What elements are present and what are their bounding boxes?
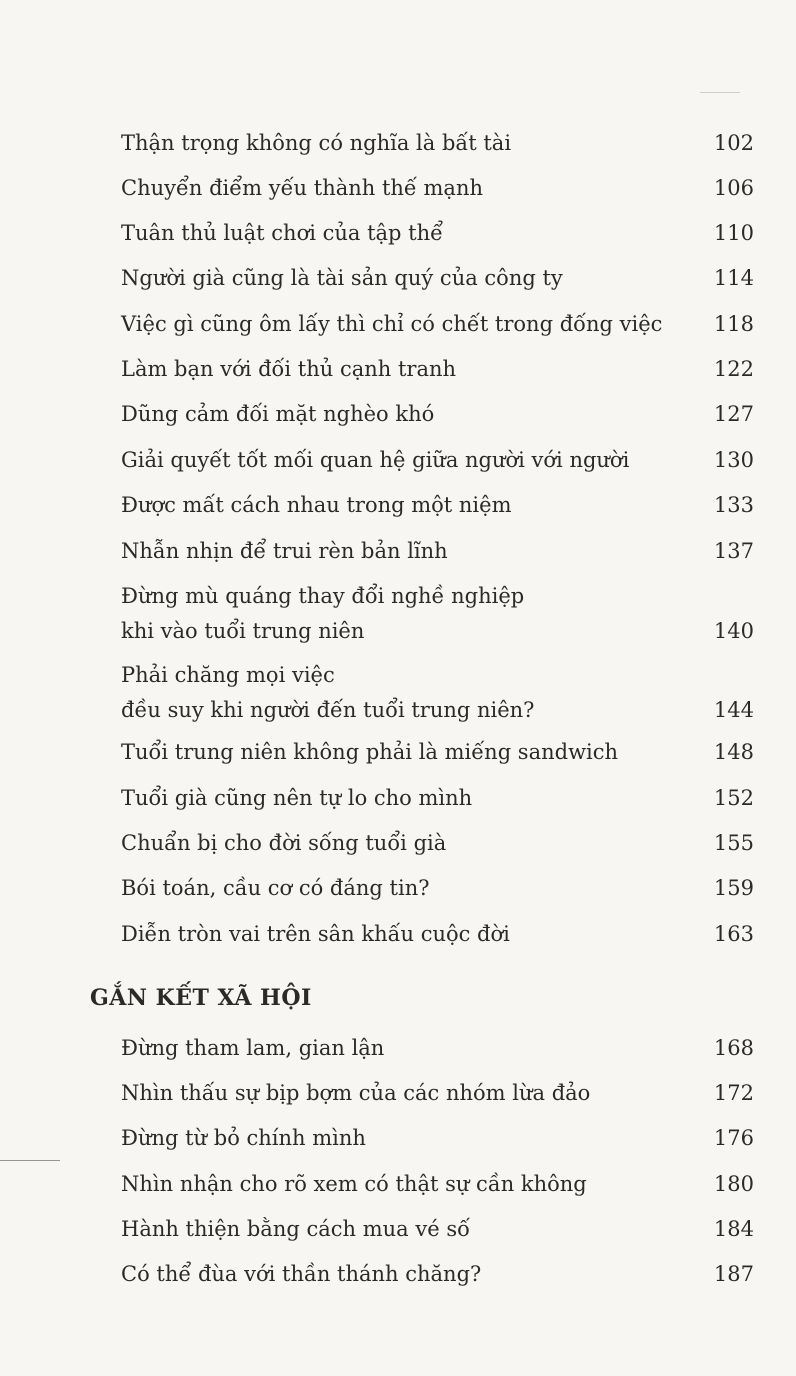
toc-entry[interactable] (121, 265, 754, 291)
toc-entry-title: Nhìn nhận cho rõ xem có thật sự cần không (121, 1172, 587, 1196)
toc-entry-title-line2: đều suy khi người đến tuổi trung niên? (121, 698, 535, 722)
toc-entry[interactable] (121, 356, 754, 382)
toc-entry[interactable] (121, 1125, 754, 1151)
toc-entry-title: Người già cũng là tài sản quý của công ty (121, 266, 563, 290)
toc-entry[interactable] (121, 401, 754, 427)
toc-entry-page: 187 (713, 1262, 754, 1286)
toc-entry-page: 163 (713, 922, 754, 946)
toc-entry-title: Tuân thủ luật chơi của tập thể (121, 221, 444, 245)
toc-entry-title: Dũng cảm đối mặt nghèo khó (121, 402, 435, 426)
toc-entry[interactable] (121, 785, 754, 811)
toc-entry[interactable] (121, 1261, 754, 1287)
toc-entry-title: Có thể đùa với thần thánh chăng? (121, 1262, 482, 1286)
toc-entry-title: Nhìn thấu sự bịp bợm của các nhóm lừa đảo (121, 1081, 591, 1105)
toc-entry-page: 127 (713, 402, 754, 426)
toc-entry[interactable] (121, 739, 754, 765)
toc-entry[interactable] (121, 311, 754, 337)
toc-entry-page: 152 (713, 786, 754, 810)
toc-entry-page: 148 (713, 740, 754, 764)
toc-entry-page: 102 (713, 131, 754, 155)
toc-entry-page: 122 (713, 357, 754, 381)
toc-entry-title: Chuyển điểm yếu thành thế mạnh (121, 176, 484, 200)
toc-entry-page: 144 (713, 698, 754, 722)
toc-entry-title: Hành thiện bằng cách mua vé số (121, 1217, 470, 1241)
toc-entry[interactable] (121, 130, 754, 156)
section-heading: GẮN KẾT XÃ HỘI (90, 985, 312, 1011)
toc-entry-title: Làm bạn với đối thủ cạnh tranh (121, 357, 457, 381)
toc-entry-page: 106 (713, 176, 754, 200)
toc-entry[interactable] (121, 220, 754, 246)
toc-entry[interactable] (121, 921, 754, 947)
toc-entry-title: Nhẫn nhịn để trui rèn bản lĩnh (121, 539, 448, 563)
toc-entry-title: Tuổi già cũng nên tự lo cho mình (121, 786, 473, 810)
toc-entry-page: 159 (713, 876, 754, 900)
toc-entry-page: 118 (713, 312, 754, 336)
toc-entry-page: 168 (713, 1036, 754, 1060)
toc-entry-title: Việc gì cũng ôm lấy thì chỉ có chết trong đống việc (121, 312, 663, 336)
toc-entry-title: Diễn tròn vai trên sân khấu cuộc đời (121, 922, 510, 946)
toc-entry-title: Tuổi trung niên không phải là miếng sandwich (121, 740, 619, 764)
toc-entry[interactable] (121, 1080, 754, 1106)
page-edge-mark-top (700, 92, 740, 93)
toc-entry[interactable] (121, 1171, 754, 1197)
toc-entry-title: Thận trọng không có nghĩa là bất tài (121, 131, 512, 155)
toc-entry-page: 176 (713, 1126, 754, 1150)
toc-entry[interactable] (121, 875, 754, 901)
toc-entry[interactable] (121, 492, 754, 518)
toc-entry-page: 172 (713, 1081, 754, 1105)
toc-entry[interactable] (121, 1035, 754, 1061)
toc-entry-title-line1: Phải chăng mọi việc (121, 663, 335, 687)
toc-entry[interactable] (121, 447, 754, 473)
toc-entry-title: Giải quyết tốt mối quan hệ giữa người với người (121, 448, 630, 472)
toc-entry[interactable] (121, 830, 754, 856)
toc-entry-page: 155 (713, 831, 754, 855)
toc-entry-title: Chuẩn bị cho đời sống tuổi già (121, 831, 447, 855)
toc-entry[interactable] (121, 175, 754, 201)
toc-entry-multiline[interactable] (121, 583, 754, 644)
toc-entry-page: 114 (713, 266, 754, 290)
toc-entry-page: 133 (713, 493, 754, 517)
toc-entry-title: Đừng tham lam, gian lận (121, 1036, 385, 1060)
toc-entry-page: 140 (713, 619, 754, 643)
toc-entry-multiline[interactable] (121, 662, 754, 723)
toc-entry-title: Bói toán, cầu cơ có đáng tin? (121, 876, 430, 900)
toc-entry-page: 180 (713, 1172, 754, 1196)
toc-entry-page: 110 (713, 221, 754, 245)
toc-entry[interactable] (121, 538, 754, 564)
toc-entry-title: Được mất cách nhau trong một niệm (121, 493, 512, 517)
toc-entry-title: Đừng từ bỏ chính mình (121, 1126, 366, 1150)
toc-entry-page: 137 (713, 539, 754, 563)
toc-entry-title-line1: Đừng mù quáng thay đổi nghề nghiệp (121, 584, 525, 608)
page-edge-mark (0, 1160, 60, 1161)
toc-entry-title-line2: khi vào tuổi trung niên (121, 619, 365, 643)
toc-entry-page: 184 (713, 1217, 754, 1241)
toc-entry-page: 130 (713, 448, 754, 472)
toc-entry[interactable] (121, 1216, 754, 1242)
